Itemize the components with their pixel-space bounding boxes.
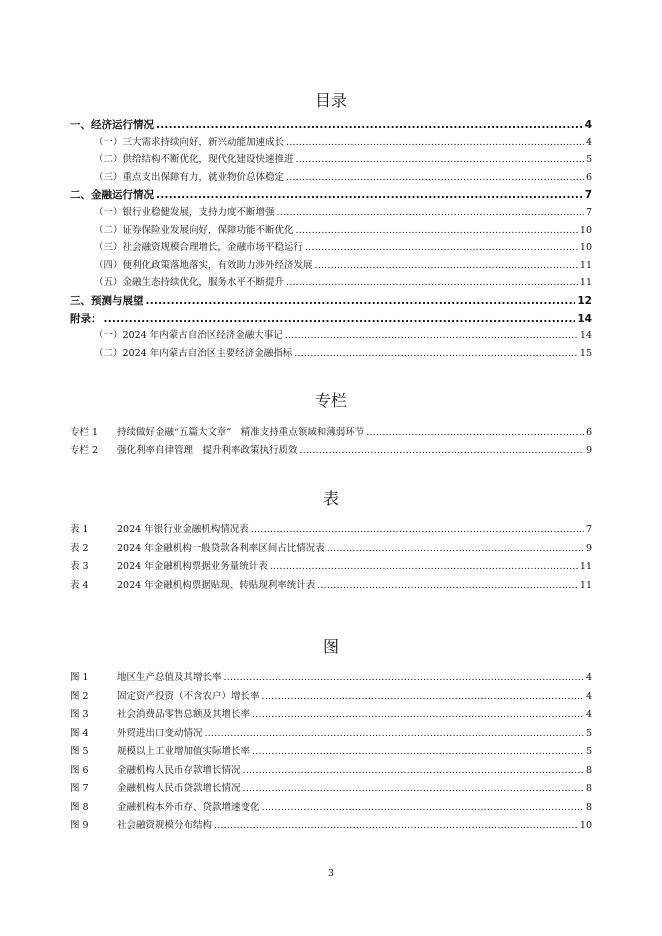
toc-label: 附录： [70,312,102,325]
figure-entry[interactable] [70,781,592,795]
figure-number: 图 8 [70,801,89,813]
dot-leader [205,728,584,740]
figure-entry[interactable] [70,744,592,758]
column-page: 6 [585,427,592,438]
toc-page: 12 [577,295,592,307]
toc-entry[interactable] [70,240,592,254]
dot-leader [305,242,578,254]
figure-number: 图 4 [70,727,89,739]
toc-page: 11 [579,277,592,289]
table-label: 2024 年银行业金融机构情况表 [117,524,249,535]
figure-label: 金融机构本外币存、贷款增速变化 [117,801,260,813]
figure-page: 8 [585,783,592,794]
figure-entry[interactable] [70,763,592,777]
toc-label: （一）三大需求持续向好，新兴动能加速成长 [94,136,285,148]
toc-label: （二）供给结构不断优化，现代化建设快速推进 [94,154,294,166]
toc-label: 二、金融运行情况 [70,189,154,202]
figure-page: 4 [585,672,592,683]
figure-number: 图 6 [70,764,89,776]
figure-entry[interactable] [70,818,592,832]
dot-leader [146,295,576,307]
dot-leader [300,445,584,457]
toc-page: 14 [577,312,592,325]
figure-label: 金融机构人民币存款增长情况 [117,764,241,776]
toc-entry[interactable] [70,135,592,149]
toc-entry[interactable] [70,275,592,289]
figure-label: 社会消费品零售总额及其增长率 [117,709,251,720]
dot-leader [214,820,578,832]
figure-entry[interactable] [70,689,592,703]
toc-page: 5 [585,154,592,166]
dot-leader [286,137,584,149]
figures-title: 图 [322,637,339,656]
figure-page: 5 [585,727,592,739]
dot-leader [366,427,584,439]
toc-page: 6 [585,171,592,183]
dot-leader [315,260,578,272]
toc-label: （一）2024 年内蒙古自治区经济金融大事记 [94,330,283,342]
table-page: 11 [579,561,592,572]
column-number: 专栏 1 [70,427,99,438]
figure-entry[interactable] [70,670,592,684]
toc-label: （二）证券保险业发展向好，保障功能不断优化 [94,224,294,236]
figure-label: 金融机构人民币贷款增长情况 [117,783,241,794]
table-entry[interactable] [70,578,592,592]
dot-leader [277,207,584,219]
dot-leader [296,154,584,166]
toc-label: （四）便利化政策落地落实，有效助力涉外经济发展 [94,259,313,271]
figure-label: 社会融资规模分布结构 [117,820,213,831]
figure-page: 10 [579,820,592,831]
toc-entry[interactable] [70,258,592,272]
toc-label: （一）银行业稳健发展，支持力度不断增强 [94,207,275,218]
toc-entry[interactable] [70,152,592,166]
figure-number: 图 2 [70,690,89,702]
dot-leader [262,802,584,814]
figure-number: 图 5 [70,746,89,757]
dot-leader [104,313,576,325]
tables-title: 表 [322,489,339,508]
toc-label: （二）2024 年内蒙古自治区主要经济金融指标 [94,347,293,359]
toc-page: 10 [579,242,592,254]
table-page: 7 [585,524,592,535]
toc-entry[interactable] [70,170,592,184]
dot-leader [296,225,578,237]
toc-entry[interactable] [70,117,592,131]
dot-leader [252,746,584,758]
toc-entry[interactable] [70,205,592,219]
toc-page: 4 [584,119,592,131]
column-page: 9 [585,444,592,456]
table-page: 11 [579,579,592,591]
toc-label: （三）重点支出保障有力，就业物价总体稳定 [94,171,285,183]
table-number: 表 3 [70,561,89,572]
figure-page: 8 [585,764,592,776]
dot-leader [327,543,584,555]
table-entry[interactable] [70,522,592,536]
dot-leader [156,189,583,201]
column-label: 强化利率自律管理 提升利率政策执行质效 [117,444,298,456]
figure-entry[interactable] [70,707,592,721]
column-entry[interactable] [70,443,592,457]
toc-entry[interactable] [70,311,592,325]
toc-entry[interactable] [70,328,592,342]
toc-page: 14 [579,330,592,342]
figure-label: 规模以上工业增加值实际增长率 [117,746,251,757]
toc-page: 15 [579,347,592,359]
dot-leader [294,348,578,360]
table-label: 2024 年金融机构票据业务量统计表 [117,561,268,572]
toc-page: 10 [579,224,592,236]
figure-label: 固定资产投资（不含农户）增长率 [117,690,260,702]
columns-title: 专栏 [314,391,347,410]
toc-entry[interactable] [70,187,592,201]
table-number: 表 4 [70,579,89,591]
figure-page: 4 [585,690,592,702]
toc-entry[interactable] [70,223,592,237]
figure-number: 图 9 [70,820,89,831]
figure-label: 地区生产总值及其增长率 [117,672,222,683]
column-entry[interactable] [70,425,592,439]
dot-leader [243,765,584,777]
dot-leader [317,580,578,592]
table-label: 2024 年金融机构票据贴现、转贴现利率统计表 [117,579,316,591]
toc-label: （三）社会融资规模合理增长，金融市场平稳运行 [94,242,304,254]
dot-leader [262,691,584,703]
figure-page: 5 [585,746,592,757]
toc-title: 目录 [314,91,347,110]
table-number: 表 1 [70,524,89,535]
dot-leader [156,119,583,131]
page-number: 3 [327,868,335,879]
table-page: 9 [585,542,592,554]
column-number: 专栏 2 [70,444,99,456]
figure-number: 图 7 [70,783,89,794]
dot-leader [286,172,584,184]
dot-leader [285,330,578,342]
toc-label: （五）金融生态持续优化，服务水平不断提升 [94,277,285,289]
figure-page: 4 [585,709,592,720]
dot-leader [286,277,578,289]
column-label: 持续做好金融“五篇大文章” 精准支持重点领域和薄弱环节 [117,427,365,438]
table-number: 表 2 [70,542,89,554]
table-entry[interactable] [70,559,592,573]
figure-label: 外贸进出口变动情况 [117,727,203,739]
figure-number: 图 1 [70,672,89,683]
toc-label: 三、预测与展望 [70,295,144,307]
toc-page: 11 [579,259,592,271]
toc-entry[interactable] [70,293,592,307]
figure-page: 8 [585,801,592,813]
table-label: 2024 年金融机构一般贷款各利率区间占比情况表 [117,542,325,554]
dot-leader [270,561,578,573]
toc-page: 7 [584,189,592,202]
dot-leader [252,709,584,721]
figure-entry[interactable] [70,726,592,740]
dot-leader [251,524,584,536]
toc-page: 4 [585,136,592,148]
toc-label: 一、经济运行情况 [70,119,154,131]
toc-page: 7 [585,207,592,218]
figure-entry[interactable] [70,800,592,814]
dot-leader [224,672,584,684]
dot-leader [243,783,584,795]
toc-entry[interactable] [70,346,592,360]
figure-number: 图 3 [70,709,89,720]
table-entry[interactable] [70,541,592,555]
